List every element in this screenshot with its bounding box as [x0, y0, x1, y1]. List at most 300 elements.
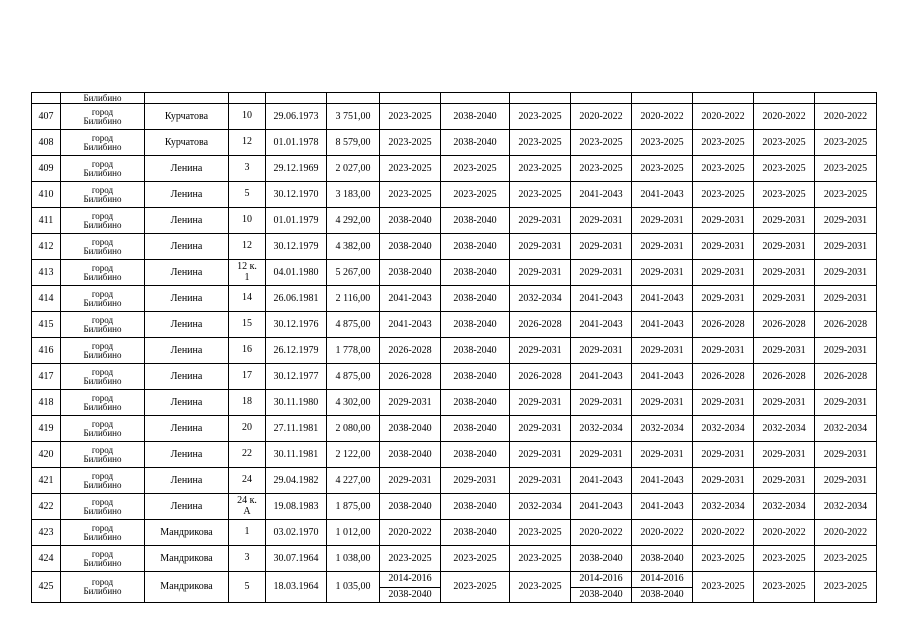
cell-period: 2020-2022	[754, 520, 815, 546]
cell-period	[441, 93, 510, 104]
cell-area: 1 038,00	[327, 546, 380, 572]
cell-street: Ленина	[145, 416, 229, 442]
cell-period	[632, 93, 693, 104]
cell-city	[61, 312, 145, 338]
cell-period: 2020-2022	[815, 520, 877, 546]
table-row	[32, 104, 877, 130]
cell-period: 2029-2031	[632, 260, 693, 286]
cell-period: 2023-2025	[571, 130, 632, 156]
cell-period: 2029-2031	[510, 468, 571, 494]
cell-period: 2029-2031	[510, 416, 571, 442]
cell-number: 417	[32, 364, 61, 390]
cell-period: 2029-2031	[510, 260, 571, 286]
cell-house	[229, 494, 266, 520]
house-line: 10	[242, 110, 252, 122]
table-row	[32, 364, 877, 390]
cell-period: 2023-2025	[632, 156, 693, 182]
period-part: 2038-2040	[632, 587, 692, 603]
city-line: Билибино	[83, 323, 122, 334]
cell-date: 29.04.1982	[266, 468, 327, 494]
cell-date: 27.11.1981	[266, 416, 327, 442]
cell-period: 2041-2043	[380, 286, 441, 312]
cell-period	[571, 93, 632, 104]
cell-period: 2029-2031	[571, 338, 632, 364]
cell-house	[229, 312, 266, 338]
cell-period: 2038-2040	[380, 416, 441, 442]
cell-period: 2038-2040	[441, 338, 510, 364]
cell-house	[229, 156, 266, 182]
cell-street: Ленина	[145, 390, 229, 416]
house-line: А	[243, 505, 251, 517]
cell-house	[229, 182, 266, 208]
cell-period: 2023-2025	[510, 156, 571, 182]
cell-period: 2029-2031	[754, 260, 815, 286]
cell-period: 2029-2031	[510, 208, 571, 234]
cell-period: 2026-2028	[380, 364, 441, 390]
cell-street: Ленина	[145, 338, 229, 364]
city-line: город	[91, 158, 114, 169]
cell-period: 2026-2028	[754, 312, 815, 338]
cell-number: 409	[32, 156, 61, 182]
cell-city	[61, 572, 145, 603]
city-line: город	[91, 340, 114, 351]
cell-number: 416	[32, 338, 61, 364]
cell-period: 2023-2025	[441, 572, 510, 603]
cell-street: Ленина	[145, 494, 229, 520]
city-line: город	[91, 496, 114, 507]
cell-city	[61, 260, 145, 286]
cell-period: 2029-2031	[754, 468, 815, 494]
cell-area: 3 183,00	[327, 182, 380, 208]
cell-period: 2038-2040	[441, 286, 510, 312]
cell-period: 2023-2025	[754, 156, 815, 182]
cell-area: 5 267,00	[327, 260, 380, 286]
cell-city	[61, 390, 145, 416]
cell-house	[229, 442, 266, 468]
cell-period: 2023-2025	[693, 572, 754, 603]
table-row-continued	[32, 93, 877, 104]
cell-area	[327, 93, 380, 104]
cell-period: 2023-2025	[815, 182, 877, 208]
cell-period: 2023-2025	[380, 156, 441, 182]
cell-street: Ленина	[145, 468, 229, 494]
cell-date: 29.12.1969	[266, 156, 327, 182]
cell-period: 2029-2031	[815, 338, 877, 364]
table-row	[32, 572, 877, 603]
cell-period: 2023-2025	[571, 156, 632, 182]
table-body	[32, 93, 877, 603]
cell-area: 8 579,00	[327, 130, 380, 156]
cell-period: 2029-2031	[632, 208, 693, 234]
cell-date: 26.12.1979	[266, 338, 327, 364]
cell-house	[229, 572, 266, 603]
cell-period: 2023-2025	[754, 130, 815, 156]
cell-area: 1 012,00	[327, 520, 380, 546]
city-line: город	[91, 132, 114, 143]
cell-street	[145, 93, 229, 104]
period-part: 2014-2016	[388, 573, 432, 585]
cell-period: 2023-2025	[815, 546, 877, 572]
cell-period: 2023-2025	[380, 104, 441, 130]
city-line: Билибино	[83, 375, 122, 386]
cell-period: 2023-2025	[815, 156, 877, 182]
city-line: город	[91, 444, 114, 455]
cell-date: 30.12.1979	[266, 234, 327, 260]
cell-street: Ленина	[145, 182, 229, 208]
cell-city	[61, 286, 145, 312]
cell-period: 2029-2031	[693, 442, 754, 468]
cell-period: 2032-2034	[571, 416, 632, 442]
cell-period: 2032-2034	[815, 494, 877, 520]
city-line: город	[91, 106, 114, 117]
cell-period: 2020-2022	[632, 104, 693, 130]
cell-street: Ленина	[145, 312, 229, 338]
cell-period: 2038-2040	[632, 546, 693, 572]
cell-period: 2029-2031	[815, 390, 877, 416]
cell-house	[229, 416, 266, 442]
cell-area: 2 080,00	[327, 416, 380, 442]
cell-period: 2029-2031	[815, 234, 877, 260]
cell-area: 1 035,00	[327, 572, 380, 603]
cell-period: 2029-2031	[632, 390, 693, 416]
city-line: город	[91, 548, 114, 559]
cell-period: 2038-2040	[380, 234, 441, 260]
city-line: Билибино	[83, 505, 122, 516]
cell-period: 2029-2031	[510, 234, 571, 260]
cell-period: 2041-2043	[632, 468, 693, 494]
cell-period-split	[632, 572, 693, 603]
cell-period: 2038-2040	[380, 442, 441, 468]
city-line: Билибино	[83, 586, 122, 596]
house-line: 14	[242, 292, 252, 304]
cell-period: 2032-2034	[632, 416, 693, 442]
cell-period: 2041-2043	[571, 312, 632, 338]
cell-date: 29.06.1973	[266, 104, 327, 130]
cell-house	[229, 338, 266, 364]
cell-period: 2023-2025	[815, 572, 877, 603]
period-part: 2014-2016	[640, 573, 684, 585]
period-split	[380, 572, 440, 602]
cell-date: 30.12.1970	[266, 182, 327, 208]
cell-period: 2029-2031	[693, 338, 754, 364]
cell-number: 412	[32, 234, 61, 260]
table-row	[32, 442, 877, 468]
cell-period: 2029-2031	[510, 338, 571, 364]
cell-house	[229, 234, 266, 260]
cell-period: 2032-2034	[510, 286, 571, 312]
cell-date: 18.03.1964	[266, 572, 327, 603]
cell-period: 2023-2025	[441, 182, 510, 208]
house-line: 12	[242, 240, 252, 252]
house-line: 12	[242, 136, 252, 148]
table-row	[32, 312, 877, 338]
cell-number: 418	[32, 390, 61, 416]
table-row	[32, 234, 877, 260]
cell-number: 423	[32, 520, 61, 546]
cell-number: 408	[32, 130, 61, 156]
cell-period: 2029-2031	[693, 390, 754, 416]
cell-period: 2020-2022	[571, 520, 632, 546]
cell-period: 2038-2040	[441, 208, 510, 234]
cell-number: 415	[32, 312, 61, 338]
table-row	[32, 208, 877, 234]
cell-date: 30.11.1980	[266, 390, 327, 416]
cell-period: 2023-2025	[693, 546, 754, 572]
city-line: Билибино	[83, 531, 122, 542]
cell-house	[229, 390, 266, 416]
cell-period: 2029-2031	[571, 442, 632, 468]
cell-period-split	[571, 572, 632, 603]
cell-period: 2041-2043	[571, 494, 632, 520]
cell-period: 2023-2025	[380, 546, 441, 572]
cell-house	[229, 468, 266, 494]
cell-number: 420	[32, 442, 61, 468]
cell-street: Мандрикова	[145, 520, 229, 546]
house-line: 12 к.	[237, 261, 257, 272]
cell-house	[229, 208, 266, 234]
cell-period: 2023-2025	[815, 130, 877, 156]
cell-period: 2023-2025	[510, 520, 571, 546]
cell-period: 2041-2043	[571, 286, 632, 312]
table-row	[32, 130, 877, 156]
house-line: 5	[244, 580, 250, 592]
cell-period-split	[380, 572, 441, 603]
cell-number: 421	[32, 468, 61, 494]
city-line: Билибино	[83, 219, 122, 230]
cell-house	[229, 546, 266, 572]
cell-period: 2029-2031	[815, 286, 877, 312]
cell-period: 2029-2031	[571, 260, 632, 286]
cell-area: 4 302,00	[327, 390, 380, 416]
cell-period: 2041-2043	[571, 182, 632, 208]
cell-period: 2020-2022	[571, 104, 632, 130]
city-line: город	[91, 262, 114, 273]
house-line: 10	[242, 214, 252, 226]
cell-period: 2038-2040	[571, 546, 632, 572]
table-row	[32, 286, 877, 312]
city-line: город	[91, 314, 114, 325]
city-line: город	[91, 392, 114, 403]
cell-period: 2029-2031	[380, 390, 441, 416]
cell-date	[266, 93, 327, 104]
cell-number: 425	[32, 572, 61, 603]
table-row	[32, 494, 877, 520]
cell-period: 2026-2028	[754, 364, 815, 390]
city-line: Билибино	[83, 297, 122, 308]
house-line: 22	[242, 448, 252, 460]
cell-area: 2 122,00	[327, 442, 380, 468]
cell-period: 2026-2028	[693, 364, 754, 390]
cell-period: 2023-2025	[380, 182, 441, 208]
cell-number	[32, 93, 61, 104]
cell-period: 2029-2031	[693, 286, 754, 312]
house-line: 1	[244, 526, 250, 538]
cell-date: 30.12.1977	[266, 364, 327, 390]
cell-city	[61, 104, 145, 130]
cell-period: 2020-2022	[815, 104, 877, 130]
cell-area: 4 382,00	[327, 234, 380, 260]
cell-period: 2041-2043	[632, 286, 693, 312]
cell-number: 410	[32, 182, 61, 208]
cell-number: 414	[32, 286, 61, 312]
city-line: город	[91, 470, 114, 481]
cell-period: 2041-2043	[571, 468, 632, 494]
house-line: 15	[242, 318, 252, 330]
cell-period: 2038-2040	[380, 494, 441, 520]
cell-period: 2029-2031	[815, 208, 877, 234]
cell-street: Ленина	[145, 156, 229, 182]
city-line: город	[91, 184, 114, 195]
cell-period: 2023-2025	[510, 572, 571, 603]
cell-period: 2029-2031	[510, 390, 571, 416]
cell-street: Ленина	[145, 286, 229, 312]
cell-number: 413	[32, 260, 61, 286]
table-row	[32, 546, 877, 572]
cell-period	[693, 93, 754, 104]
cell-date: 04.01.1980	[266, 260, 327, 286]
house-line: 3	[244, 552, 250, 564]
cell-street: Мандрикова	[145, 546, 229, 572]
cell-period: 2032-2034	[754, 416, 815, 442]
city-line: Билибино	[83, 271, 122, 282]
cell-street: Ленина	[145, 260, 229, 286]
cell-city	[61, 416, 145, 442]
cell-house	[229, 364, 266, 390]
cell-period: 2041-2043	[632, 312, 693, 338]
cell-date: 30.07.1964	[266, 546, 327, 572]
cell-period: 2032-2034	[510, 494, 571, 520]
house-line: 3	[244, 162, 250, 174]
cell-house	[229, 520, 266, 546]
cell-period: 2029-2031	[754, 208, 815, 234]
cell-house	[229, 286, 266, 312]
city-line: город	[91, 288, 114, 299]
cell-house	[229, 93, 266, 104]
city-line: Билибино	[83, 401, 122, 412]
cell-area: 1 875,00	[327, 494, 380, 520]
table-row	[32, 156, 877, 182]
city-line: Билибино	[83, 479, 122, 490]
cell-date: 30.12.1976	[266, 312, 327, 338]
cell-period: 2032-2034	[754, 494, 815, 520]
cell-house	[229, 260, 266, 286]
cell-period: 2023-2025	[754, 572, 815, 603]
cell-period: 2038-2040	[441, 234, 510, 260]
cell-period: 2029-2031	[571, 208, 632, 234]
cell-period: 2038-2040	[441, 390, 510, 416]
cell-period: 2029-2031	[815, 468, 877, 494]
cell-number: 422	[32, 494, 61, 520]
cell-date: 26.06.1981	[266, 286, 327, 312]
cell-period: 2029-2031	[693, 260, 754, 286]
cell-period: 2032-2034	[693, 494, 754, 520]
city-line: Билибино	[83, 167, 122, 178]
cell-period: 2029-2031	[380, 468, 441, 494]
cell-area: 2 027,00	[327, 156, 380, 182]
cell-period: 2029-2031	[441, 468, 510, 494]
house-line: 16	[242, 344, 252, 356]
cell-period: 2038-2040	[380, 208, 441, 234]
cell-number: 419	[32, 416, 61, 442]
city-line: город	[91, 236, 114, 247]
cell-city	[61, 442, 145, 468]
period-split	[632, 572, 692, 602]
cell-period: 2023-2025	[754, 182, 815, 208]
cell-area: 4 227,00	[327, 468, 380, 494]
cell-period: 2032-2034	[815, 416, 877, 442]
cell-date: 01.01.1978	[266, 130, 327, 156]
cell-city: Билибино	[61, 93, 145, 104]
cell-date: 03.02.1970	[266, 520, 327, 546]
city-line: Билибино	[83, 193, 122, 204]
cell-city	[61, 156, 145, 182]
cell-period: 2041-2043	[571, 364, 632, 390]
house-line: 5	[244, 188, 250, 200]
cell-number: 407	[32, 104, 61, 130]
city-line: Билибино	[83, 427, 122, 438]
cell-period: 2038-2040	[441, 130, 510, 156]
cell-city	[61, 182, 145, 208]
house-line: 17	[242, 370, 252, 382]
house-line: 18	[242, 396, 252, 408]
cell-area: 4 875,00	[327, 312, 380, 338]
cell-city	[61, 468, 145, 494]
cell-period: 2020-2022	[693, 520, 754, 546]
cell-period: 2026-2028	[380, 338, 441, 364]
city-line: город	[91, 366, 114, 377]
cell-period: 2041-2043	[632, 364, 693, 390]
cell-street: Ленина	[145, 208, 229, 234]
period-part: 2014-2016	[579, 573, 623, 585]
cell-street: Ленина	[145, 442, 229, 468]
cell-period: 2038-2040	[441, 416, 510, 442]
cell-number: 411	[32, 208, 61, 234]
cell-period	[815, 93, 877, 104]
cell-period: 2038-2040	[441, 442, 510, 468]
housing-repair-schedule-table	[31, 92, 877, 603]
table-row	[32, 520, 877, 546]
cell-period: 2023-2025	[510, 182, 571, 208]
house-line: 20	[242, 422, 252, 434]
cell-period: 2023-2025	[441, 546, 510, 572]
table-row	[32, 182, 877, 208]
cell-period: 2029-2031	[571, 390, 632, 416]
city-line: город	[91, 210, 114, 221]
cell-period: 2038-2040	[380, 260, 441, 286]
cell-period: 2023-2025	[441, 156, 510, 182]
cell-period: 2023-2025	[510, 104, 571, 130]
cell-period	[510, 93, 571, 104]
cell-city	[61, 520, 145, 546]
cell-period: 2038-2040	[441, 104, 510, 130]
cell-period: 2026-2028	[510, 312, 571, 338]
cell-period: 2029-2031	[754, 234, 815, 260]
cell-period: 2029-2031	[632, 338, 693, 364]
cell-city	[61, 546, 145, 572]
cell-period: 2029-2031	[693, 234, 754, 260]
cell-city	[61, 494, 145, 520]
cell-period: 2038-2040	[441, 364, 510, 390]
cell-period: 2029-2031	[693, 468, 754, 494]
cell-period: 2032-2034	[693, 416, 754, 442]
cell-street: Мандрикова	[145, 572, 229, 603]
cell-period: 2029-2031	[815, 442, 877, 468]
city-line: город	[91, 577, 114, 587]
cell-period: 2020-2022	[380, 520, 441, 546]
cell-date: 01.01.1979	[266, 208, 327, 234]
period-part: 2038-2040	[571, 587, 631, 603]
table-row	[32, 338, 877, 364]
